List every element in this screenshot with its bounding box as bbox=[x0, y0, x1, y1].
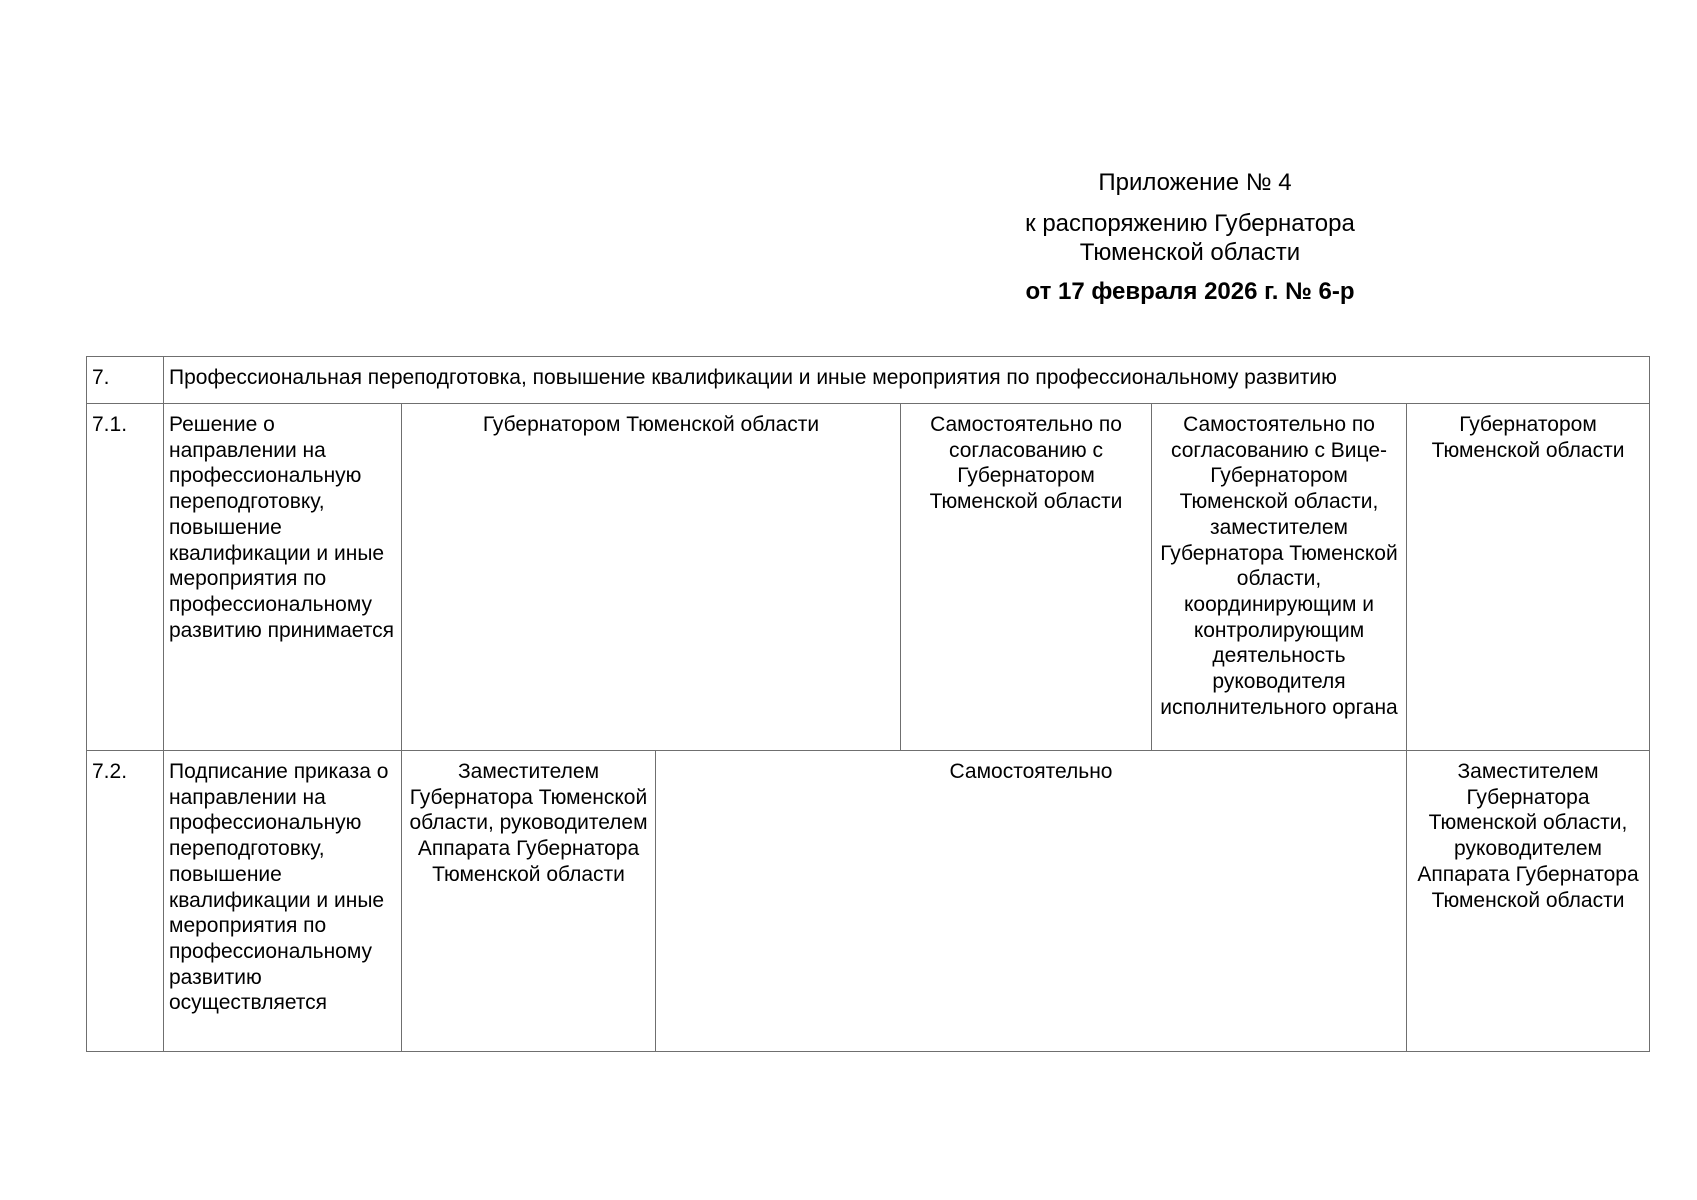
authority-cell: Губернатором Тюменской области bbox=[1407, 404, 1650, 751]
order-date-number: от 17 февраля 2026 г. № 6-р bbox=[1025, 278, 1355, 305]
authority-table bbox=[86, 356, 1650, 1052]
row-description: Решение о направлении на профессиональную переподготовку, повышение квалификации и иные мероприятия по профессиональному развитию принимается bbox=[164, 404, 402, 751]
order-reference-line2: Тюменской области bbox=[1079, 239, 1301, 266]
authority-cell: Самостоятельно по согласованию с Вице-Губернатором Тюменской области, заместителем Губернатора Тюменской области, координирующим и контролирующим деятельность руководителя исполнительного органа bbox=[1152, 404, 1407, 751]
authority-cell: Губернатором Тюменской области bbox=[402, 404, 901, 751]
authority-cell: Заместителем Губернатора Тюменской области, руководителем Аппарата Губернатора Тюменской области bbox=[402, 751, 656, 1052]
document-header bbox=[960, 168, 1420, 306]
appendix-title: Приложение № 4 bbox=[1098, 169, 1292, 196]
authority-cell: Заместителем Губернатора Тюменской области, руководителем Аппарата Губернатора Тюменской области bbox=[1407, 751, 1650, 1052]
section-number: 7. bbox=[87, 357, 164, 404]
row-number: 7.1. bbox=[87, 404, 164, 751]
section-title: Профессиональная переподготовка, повышение квалификации и иные мероприятия по профессиональному развитию bbox=[164, 357, 1650, 404]
table-row bbox=[87, 751, 1650, 1052]
row-description: Подписание приказа о направлении на профессиональную переподготовку, повышение квалификации и иные мероприятия по профессиональному развитию осуществляется bbox=[164, 751, 402, 1052]
authority-cell: Самостоятельно по согласованию с Губернатором Тюменской области bbox=[901, 404, 1152, 751]
table-row-section bbox=[87, 357, 1650, 404]
authority-cell: Самостоятельно bbox=[656, 751, 1407, 1052]
order-reference-line1: к распоряжению Губернатора bbox=[1025, 210, 1355, 237]
table-row bbox=[87, 404, 1650, 751]
row-number: 7.2. bbox=[87, 751, 164, 1052]
